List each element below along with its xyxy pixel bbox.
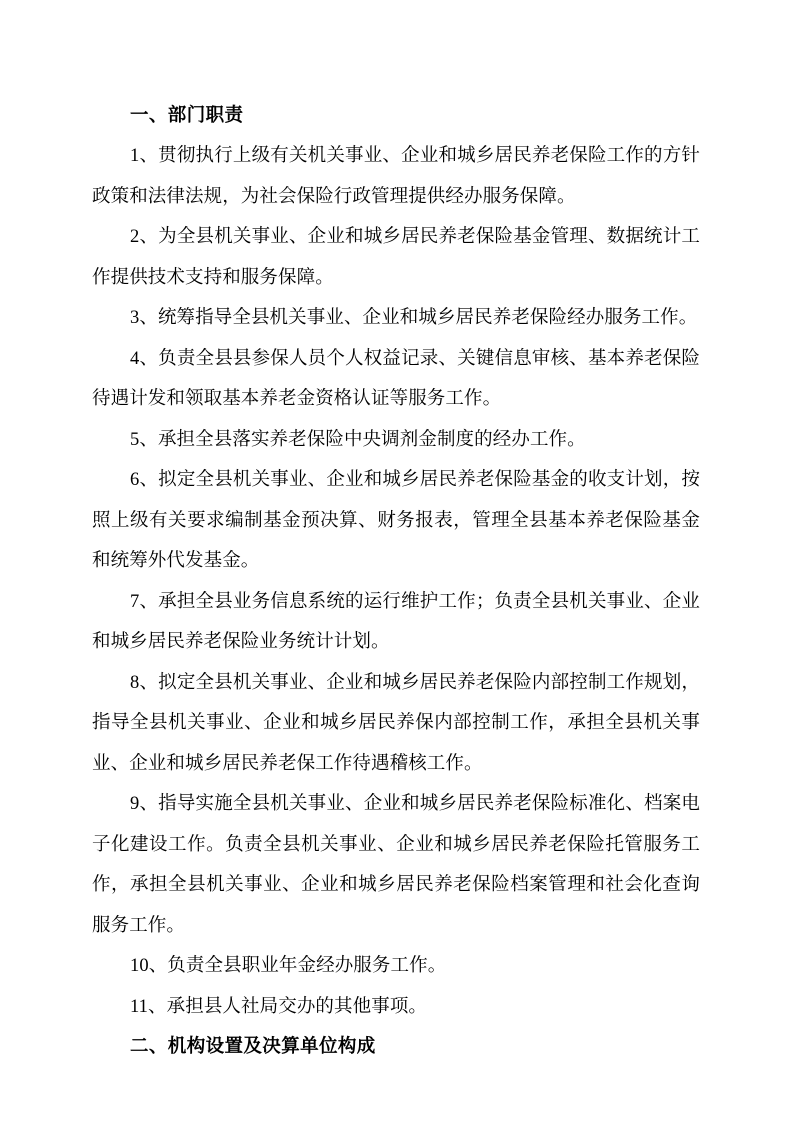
duty-item-11: 11、承担县人社局交办的其他事项。	[130, 996, 428, 1017]
section-heading-one: 一、部门职责	[130, 105, 244, 126]
duty-item-9: 9、指导实施全县机关事业、企业和城乡居民养老保险标准化、档案电子化建设工作。负责全县机关事业、企业和城乡居民养老保险托管服务工作，承担全县机关事业、企业和城乡居民养老保险档案管理和社会化查询服务工作。	[92, 794, 700, 936]
duty-item-4: 4、负责全县县参保人员个人权益记录、关键信息审核、基本养老保险待遇计发和领取基本养老金资格认证等服务工作。	[92, 348, 700, 409]
duty-item-1: 1、贯彻执行上级有关机关事业、企业和城乡居民养老保险工作的方针政策和法律法规，为社会保险行政管理提供经办服务保障。	[92, 146, 700, 207]
duty-item-2: 2、为全县机关事业、企业和城乡居民养老保险基金管理、数据统计工作提供技术支持和服务保障。	[92, 227, 700, 288]
section-heading-two: 二、机构设置及决算单位构成	[130, 1036, 376, 1057]
duty-item-10: 10、负责全县职业年金经办服务工作。	[130, 956, 447, 976]
duty-item-7: 7、承担全县业务信息系统的运行维护工作；负责全县机关事业、企业和城乡居民养老保险业务统计计划。	[92, 591, 700, 652]
duty-item-8: 8、拟定全县机关事业、企业和城乡居民养老保险内部控制工作规划，指导全县机关事业、企业和城乡居民养保内部控制工作，承担全县机关事业、企业和城乡居民养老保工作待遇稽核工作。	[92, 672, 700, 774]
document-body	[92, 96, 700, 1067]
duty-item-3: 3、统筹指导全县机关事业、企业和城乡居民养老保险经办服务工作。	[130, 308, 698, 328]
duty-item-6: 6、拟定全县机关事业、企业和城乡居民养老保险基金的收支计划，按照上级有关要求编制基金预决算、财务报表，管理全县基本养老保险基金和统筹外代发基金。	[92, 470, 700, 571]
duty-item-5: 5、承担全县落实养老保险中央调剂金制度的经办工作。	[130, 429, 586, 450]
